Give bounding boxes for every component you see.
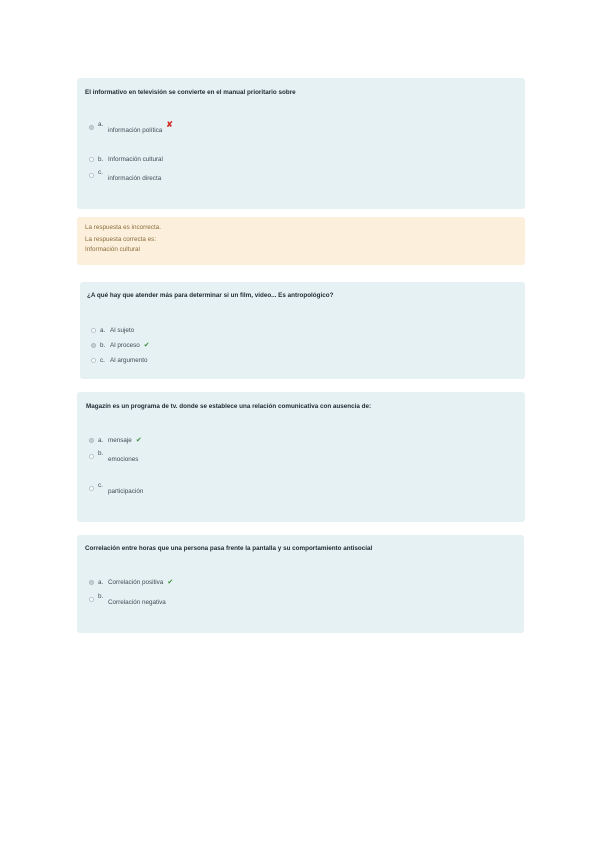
radio-button[interactable] <box>91 343 96 348</box>
option-letter: b. <box>98 450 104 457</box>
radio-button[interactable] <box>89 580 94 585</box>
option-letter: a. <box>98 121 104 128</box>
answer-option-c[interactable] <box>91 357 147 364</box>
option-label: Correlación negativa <box>108 599 166 606</box>
answer-option-a[interactable] <box>91 327 134 334</box>
radio-button[interactable] <box>89 486 94 491</box>
option-label: Al proceso <box>110 342 140 349</box>
answer-option-c[interactable] <box>89 482 144 495</box>
answer-option-c[interactable] <box>89 169 162 182</box>
option-letter: a. <box>98 437 104 444</box>
option-label: Al sujeto <box>110 327 135 334</box>
correct-answer: Información cultural <box>85 246 140 253</box>
question-card-1 <box>77 78 525 209</box>
option-label: Información cultural <box>108 156 163 163</box>
incorrect-icon: ✘ <box>166 120 173 129</box>
feedback-box <box>77 217 525 265</box>
answer-option-a[interactable] <box>89 120 173 134</box>
radio-button[interactable] <box>89 597 94 602</box>
answer-option-b[interactable] <box>89 593 166 606</box>
checkmark-icon: ✔ <box>135 437 142 444</box>
answer-option-b[interactable] <box>89 156 163 163</box>
question-text: Correlación entre horas que una persona pasa frente la pantalla y su comportamiento antisocial <box>85 545 373 552</box>
checkmark-icon: ✔ <box>143 342 150 349</box>
feedback-status: La respuesta es incorrecta. <box>85 224 161 231</box>
option-label: emociones <box>108 456 139 463</box>
radio-button[interactable] <box>89 454 94 459</box>
option-label: información política <box>108 127 163 134</box>
option-label: información directa <box>108 175 162 182</box>
option-letter: b. <box>98 156 104 163</box>
answer-option-b[interactable] <box>91 342 150 349</box>
option-letter: b. <box>98 593 104 600</box>
radio-button[interactable] <box>89 157 94 162</box>
checkmark-icon: ✔ <box>167 579 174 586</box>
option-label: Correlación positiva <box>108 579 164 586</box>
option-letter: a. <box>100 327 106 334</box>
option-label: Al argumento <box>110 357 148 364</box>
radio-button[interactable] <box>89 438 94 443</box>
question-text: ¿A qué hay que atender más para determinar si un film, video... Es antropológico? <box>87 292 334 299</box>
option-letter: c. <box>100 357 105 364</box>
option-label: mensaje <box>108 437 132 444</box>
answer-option-a[interactable] <box>89 437 142 444</box>
answer-option-a[interactable] <box>89 579 173 586</box>
radio-button[interactable] <box>91 358 96 363</box>
question-card-2 <box>80 282 525 379</box>
option-letter: c. <box>98 482 103 489</box>
radio-button[interactable] <box>91 328 96 333</box>
radio-button[interactable] <box>89 125 94 130</box>
correct-answer-intro: La respuesta correcta es: <box>85 236 157 243</box>
option-letter: b. <box>100 342 106 349</box>
question-text: Magazín es un programa de tv. donde se establece una relación comunicativa con ausencia de: <box>86 403 372 410</box>
option-letter: c. <box>98 169 103 176</box>
answer-option-b[interactable] <box>89 450 139 463</box>
option-label: participación <box>108 488 144 495</box>
question-text: El informativo en televisión se convierte en el manual prioritario sobre <box>85 89 296 96</box>
question-card-3 <box>77 392 525 522</box>
radio-button[interactable] <box>89 173 94 178</box>
question-card-4 <box>77 535 524 633</box>
option-letter: a. <box>98 579 104 586</box>
